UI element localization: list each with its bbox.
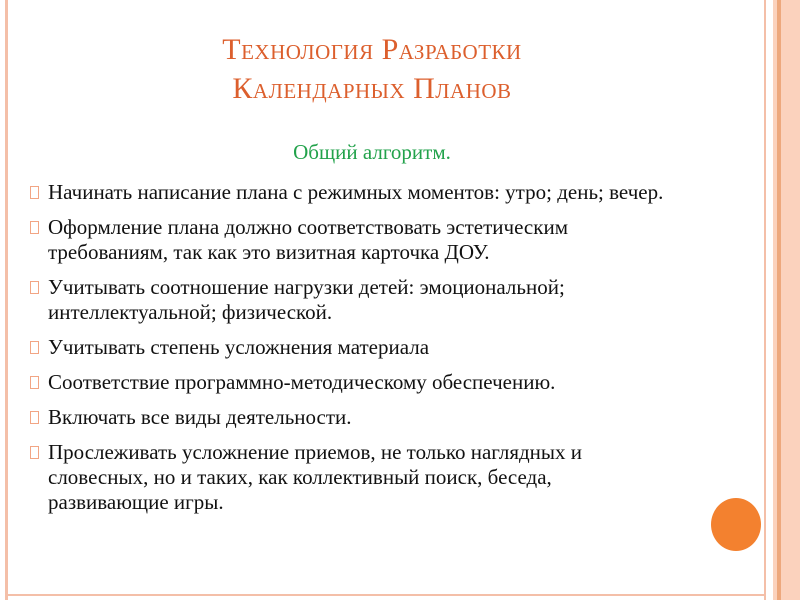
list-item-text: Оформление плана должно соответствовать эстетическим требованиям, так как это визитная карточка ДОУ. [48,215,568,264]
slide-title [40,30,704,108]
right-border-line [764,0,766,600]
accent-circle [711,498,761,551]
right-border-band [773,0,800,600]
list-item [30,440,670,515]
right-border-stripe [777,0,781,600]
list-item-text: Начинать написание плана с режимных моментов: утро; день; вечер. [48,180,664,204]
list-item-text: Включать все виды деятельности. [48,405,352,429]
list-item [30,370,670,395]
list-item-text: Учитывать соотношение нагрузки детей: эмоциональной; интеллектуальной; физической. [48,275,565,324]
title-line-2: Календарных Планов [232,72,512,105]
list-item [30,180,670,205]
bullet-square-icon [30,221,39,234]
bullet-square-icon [30,411,39,424]
list-item [30,215,670,265]
list-item-text: Соответствие программно-методическому обеспечению. [48,370,556,394]
list-item-text: Учитывать степень усложнения материала [48,335,430,359]
left-border-line [5,0,8,600]
list-item [30,275,670,325]
slide-subtitle: Общий алгоритм. [293,140,451,164]
list-item [30,405,670,430]
list-item-text: Прослеживать усложнение приемов, не только наглядных и словесных, но и таких, как коллективный поиск, беседа, развивающие игры. [48,440,583,514]
bullet-square-icon [30,376,39,389]
bullet-list [30,180,670,525]
title-line-1: Технология Разработки [222,33,522,66]
bullet-square-icon [30,446,39,459]
list-item [30,335,670,360]
bullet-square-icon [30,281,39,294]
bottom-border-line [6,594,766,596]
bullet-square-icon [30,341,39,354]
bullet-square-icon [30,186,39,199]
